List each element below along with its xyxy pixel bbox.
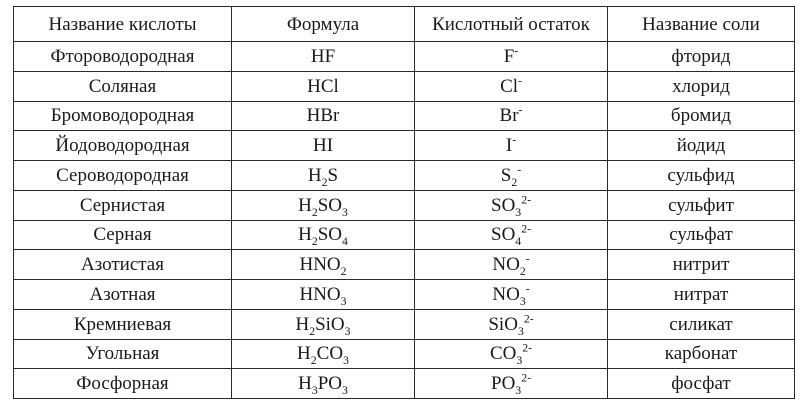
acid-name-cell: Сернистая (14, 190, 232, 220)
formula-cell: HI (232, 131, 415, 161)
salt-name-cell: хлорид (608, 71, 795, 101)
salt-name-cell: нитрат (608, 280, 795, 310)
acid-residue-cell: $SO_4^{2-}$ (415, 220, 608, 250)
acid-name-cell: Сероводородная (14, 161, 232, 191)
acid-residue-cell: $CO_3^{2-}$ (415, 339, 608, 369)
salt-name-cell: бромид (608, 101, 795, 131)
formula-cell: HBr (232, 101, 415, 131)
acid-name-cell: Азотистая (14, 250, 232, 280)
table-row (14, 280, 795, 310)
acid-name-cell: Фосфорная (14, 369, 232, 399)
formula-cell: $H_2CO_3$ (232, 339, 415, 369)
acid-name-cell: Азотная (14, 280, 232, 310)
acid-residue-cell: SiO$_3^{2-}$ (415, 309, 608, 339)
header-acid-name: Название кислоты (14, 7, 232, 42)
salt-name-cell: карбонат (608, 339, 795, 369)
acid-residue-cell: I- (415, 131, 608, 161)
acid-residue-cell: F- (415, 42, 608, 72)
formula-cell: $H_3PO_3$ (232, 369, 415, 399)
formula-cell: $H_2S$ (232, 161, 415, 191)
acid-residue-cell: $S_2^-$ (415, 161, 608, 191)
acid-name-cell: Бромоводородная (14, 101, 232, 131)
acid-name-cell: Угольная (14, 339, 232, 369)
table-row (14, 339, 795, 369)
acid-name-cell: Серная (14, 220, 232, 250)
formula-cell: HF (232, 42, 415, 72)
acid-name-cell: Йодоводородная (14, 131, 232, 161)
formula-cell: $H_2SO_4$ (232, 220, 415, 250)
formula-cell: $HNO_3$ (232, 280, 415, 310)
table-row (14, 309, 795, 339)
table-row (14, 42, 795, 72)
acid-name-cell: Кремниевая (14, 309, 232, 339)
formula-cell: $H_2SO_3$ (232, 190, 415, 220)
header-salt-name: Название соли (608, 7, 795, 42)
formula-cell: HCl (232, 71, 415, 101)
acid-residue-cell: Cl- (415, 71, 608, 101)
table-row (14, 369, 795, 399)
formula-cell: $HNO_2$ (232, 250, 415, 280)
table-row (14, 131, 795, 161)
acid-residue-cell: $PO_3^{2-}$ (415, 369, 608, 399)
acids-salts-table (13, 6, 795, 399)
acid-residue-cell: $SO_3^{2-}$ (415, 190, 608, 220)
header-acid-residue: Кислотный остаток (415, 7, 608, 42)
table-row (14, 250, 795, 280)
formula-cell: $H_2SiO_3$ (232, 309, 415, 339)
acids-table-container (13, 6, 794, 399)
salt-name-cell: фосфат (608, 369, 795, 399)
header-formula: Формула (232, 7, 415, 42)
table-row (14, 101, 795, 131)
salt-name-cell: нитрит (608, 250, 795, 280)
table-row (14, 71, 795, 101)
acid-residue-cell: $NO_3^-$ (415, 280, 608, 310)
table-row (14, 161, 795, 191)
acid-name-cell: Соляная (14, 71, 232, 101)
header-row (14, 7, 795, 42)
table-row (14, 190, 795, 220)
acid-residue-cell: $NO_2^-$ (415, 250, 608, 280)
table-row (14, 220, 795, 250)
salt-name-cell: сульфат (608, 220, 795, 250)
salt-name-cell: сульфит (608, 190, 795, 220)
acid-residue-cell: Br- (415, 101, 608, 131)
salt-name-cell: йодид (608, 131, 795, 161)
salt-name-cell: фторид (608, 42, 795, 72)
salt-name-cell: силикат (608, 309, 795, 339)
table-body (14, 42, 795, 399)
salt-name-cell: сульфид (608, 161, 795, 191)
acid-name-cell: Фтороводородная (14, 42, 232, 72)
